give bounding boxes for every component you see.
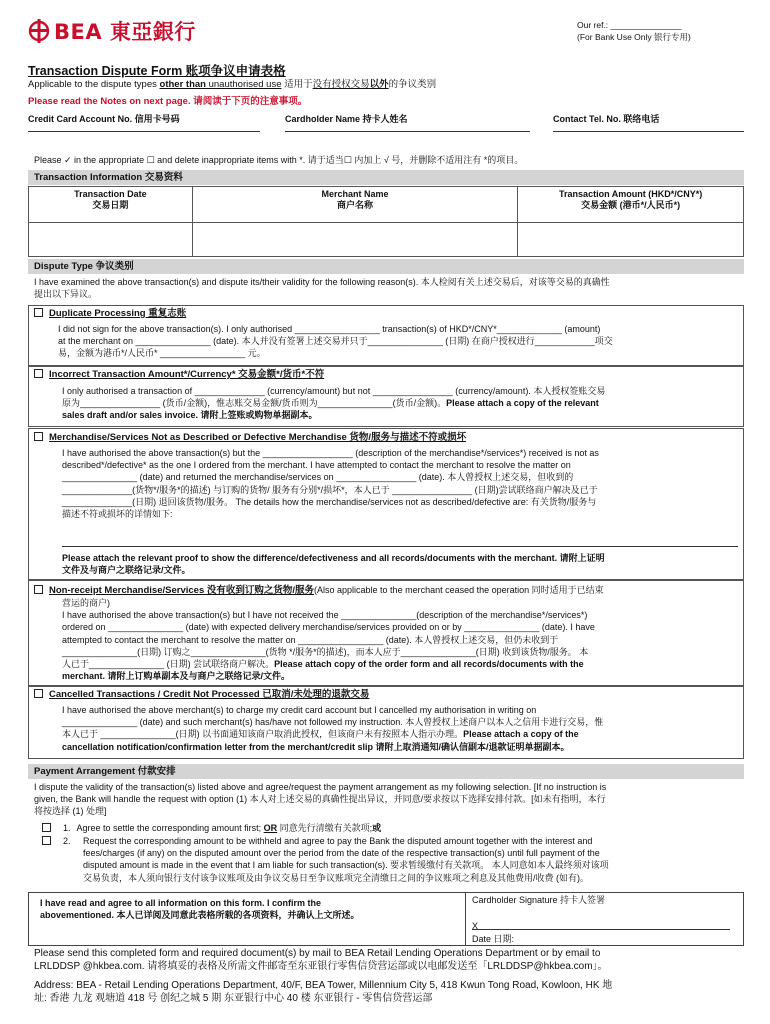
col-transaction-date: Transaction Date 交易日期 xyxy=(29,187,193,223)
send-instructions: Please send this completed form and required document(s) by mail to BEA Retail Lending Operations Department or by email to LRLDDSP @hkbea.com. 请将填妥的表格及所需文件邮寄至东亚银行零售信贷营运部或以电邮发送至「LRLDDSP@hkbea.com」。 xyxy=(34,948,608,972)
txn-date-cell[interactable] xyxy=(29,223,193,257)
dispute-intro: I have examined the above transaction(s) and dispute its/their validity for the following reason(s). 本人检阅有关上述交易后，对该等交易的真确性 提出以下异议。 xyxy=(34,277,610,300)
signature-field[interactable] xyxy=(472,929,730,930)
bank-reference xyxy=(577,19,691,43)
cardholder-name-label: Cardholder Name 持卡人姓名 xyxy=(285,114,408,124)
signature-label: Cardholder Signature 持卡人签署 xyxy=(472,895,606,905)
bea-logo xyxy=(28,16,196,46)
incorrect-checkbox[interactable] xyxy=(34,369,43,378)
incorrect-text: I only authorised a transaction of ______________ (currency/amount) but not ________________ (currency/amount). 本人授权签账交易 原为________________ (货币/金额)，惟志账交易金额/货币则为_______________(货币/金额)。Please attach a copy of the relevant sales draft and/or sales invoice. 请附上签账或购物单据副本。 xyxy=(62,386,606,421)
cancelled-heading[interactable]: Cancelled Transactions / Credit Not Processed 已取消/未处理的退款交易 xyxy=(34,689,369,701)
duplicate-checkbox[interactable] xyxy=(34,308,43,317)
merchandise-text: I have authorised the above transaction(s) but the __________________ (description of the merchandise*/services*) received is not as described*/defective* as the one I ordered from the merchant. I have attempted to contact the merchant to resolve the matter on _______________ (date) and returned the merchandise/services on ________________ (date). 本人曾授权上述交易，但收到的 ______________(货物*/服务*的描述) 与订购的货物/ 服务有分别*/损坏*，本人已于 ________________ (日期)尝试联络商户解决及已于 ______________(日期) 退回该货物/服务。 The details how the merchandise/services not as described/defective are: 有关货物/服务与 描述不符或损坏的详情如下: xyxy=(62,448,599,520)
dispute-type-header: Dispute Type 争议类别 xyxy=(28,259,744,274)
bank-address: Address: BEA - Retail Lending Operations Department, 40/F, BEA Tower, Millennium City 5, 418 Kwun Tong Road, Kowloon, HK 地 址: 香港 九龙 观塘道 418 号 创纪之城 5 期 东亚银行中心 40 楼 东亚银行 - 零售信贷营运部 xyxy=(34,980,613,1004)
contact-tel-label: Contact Tel. No. 联络电话 xyxy=(553,114,660,124)
bea-logo-icon xyxy=(28,18,50,44)
transaction-info-header: Transaction Information 交易资料 xyxy=(28,170,744,185)
cancelled-checkbox[interactable] xyxy=(34,689,43,698)
option-2-checkbox-wrap[interactable]: 2. xyxy=(42,835,71,847)
applicable-note: Applicable to the dispute types other than unauthorised use 适用于没有授权交易以外的争议类别 xyxy=(28,79,437,90)
transaction-table xyxy=(28,186,744,257)
incorrect-heading[interactable]: Incorrect Transaction Amount*/Currency* 交易金额*/货币*不符 xyxy=(34,369,324,381)
payment-header: Payment Arrangement 付款安排 xyxy=(28,764,744,779)
option-1-checkbox[interactable] xyxy=(42,823,51,832)
ref-note: (For Bank Use Only 银行专用) xyxy=(577,32,691,42)
signature-x: X xyxy=(472,921,479,931)
notes-warning: Please read the Notes on next page. 请阅读于下页的注意事项。 xyxy=(28,96,308,107)
logo-text: BEA 東亞銀行 xyxy=(54,20,196,44)
merchant-name-cell[interactable] xyxy=(192,223,517,257)
card-number-label: Credit Card Account No. 信用卡号码 xyxy=(28,114,180,124)
form-title: Transaction Dispute Form 账项争议申请表格 xyxy=(28,64,286,78)
merchandise-checkbox[interactable] xyxy=(34,432,43,441)
payment-option-1[interactable]: 1. Agree to settle the corresponding amount first; OR 同意先行清缴有关款项;或 xyxy=(42,822,381,834)
tick-instruction: Please ✓ in the appropriate ☐ and delete inappropriate items with *. 请于适当☐ 内加上 √ 号，并删除不适用注有 *的项目。 xyxy=(34,155,524,165)
duplicate-heading[interactable]: Duplicate Processing 重复志账 xyxy=(34,308,186,320)
merchandise-heading[interactable]: Merchandise/Services Not as Described or Defective Merchandise 货物/服务与描述不符或损坏 xyxy=(34,432,466,444)
option-2-checkbox[interactable] xyxy=(42,836,51,845)
confirmation-text: I have read and agree to all information on this form. I confirm the abovementioned. 本人已详阅及同意此表格所载的各项资料，并确认上文所述。 xyxy=(40,898,360,921)
col-transaction-amount: Transaction Amount (HKD*/CNY*) 交易金额 (港币*/人民币*) xyxy=(518,187,744,223)
ref-line: Our ref.: _______________ xyxy=(577,20,682,30)
merchandise-attach-note: Please attach the relevant proof to show the difference/defectiveness and all records/documents with the merchant. 请附上证明 文件及与商户之联络记录/文件。 xyxy=(62,553,605,576)
contact-tel-field[interactable] xyxy=(553,131,744,132)
nonreceipt-text: 营运的商户) I have authorised the above transaction(s) but I have not received the _______________(description of the merchandise*/services*) ordered on _______________ (date) with expected delivery merchandise/services provided on or by _______________ (date). I have attempted to contact the merchant to resolve the matter on _________________ (date). 本人曾授权上述交易，但仍未收到于 _______________(日期) 订购之_______________(货物 */服务*的描述)，而本人应于_______________(日期) 收到该货物/服务。 本 人已于_______________ (日期) 尝试联络商户解决。Please attach copy of the order form and all records/documents with the merchant. 请附上订购单副本及与商户之联络记录/文件。 xyxy=(62,598,595,682)
cardholder-name-field[interactable] xyxy=(285,131,530,132)
merchandise-details-field[interactable] xyxy=(62,546,738,547)
nonreceipt-heading[interactable]: Non-receipt Merchandise/Services 没有收到订购之货物/服务(Also applicable to the merchant ceased the operation 同时适用于已结束 xyxy=(34,584,604,597)
col-merchant-name: Merchant Name 商户名称 xyxy=(192,187,517,223)
payment-intro: I dispute the validity of the transaction(s) listed above and agree/request the payment arrangement as my following selection. [If no instruction is given, the Bank will handle the request with option (1) 本人对上述交易的真确性提出异议，并同意/要求按以下选择安排付款。[如未有指明，本行 将按选择 (1) 处理] xyxy=(34,782,607,817)
txn-amount-cell[interactable] xyxy=(518,223,744,257)
duplicate-text: I did not sign for the above transaction(s). I only authorised _________________ transaction(s) of HKD*/CNY*_____________ (amount) at the merchant on _______________ (date). 本人并没有签署上述交易并只于_______________ (日期) 在商户授权进行____________项交 易，金额为港币*/人民币* _________________ 元。 xyxy=(58,324,613,359)
card-number-field[interactable] xyxy=(28,131,260,132)
nonreceipt-checkbox[interactable] xyxy=(34,585,43,594)
payment-option-2: Request the corresponding amount to be withheld and agree to pay the Bank the disputed amount together with the interest and fees/charges (if any) on the disputed amount over the period from the date of the respective transaction(s) until full payment of the disputed amount is made in the event that I am liable for such transaction(s). 要求暂缓缴付有关款项。 本人同意如本人最终须对该项 交易负责，本人须向银行支付该争议账项及由争议交易日至争议账项完全清缴日之间的争议账项之利息及其他费用/收费 (如有)。 xyxy=(83,836,609,883)
date-label: Date 日期: xyxy=(472,934,515,944)
cancelled-text: I have authorised the above merchant(s) to charge my credit card account but I cancelled my authorisation in writing on _______________ (date) and such merchant(s) has/have not followed my instruction. 本人曾授权上述商户以本人之信用卡进行交易，惟 本人已于 _______________(日期) 以书面通知该商户取消此授权，但该商户未有按照本人指示办理。Please attach a copy of the cancellation notification/confirmation letter from the merchant/credit slip 请附上取消通知/确认信副本/退款证明单据副本。 xyxy=(62,705,604,752)
